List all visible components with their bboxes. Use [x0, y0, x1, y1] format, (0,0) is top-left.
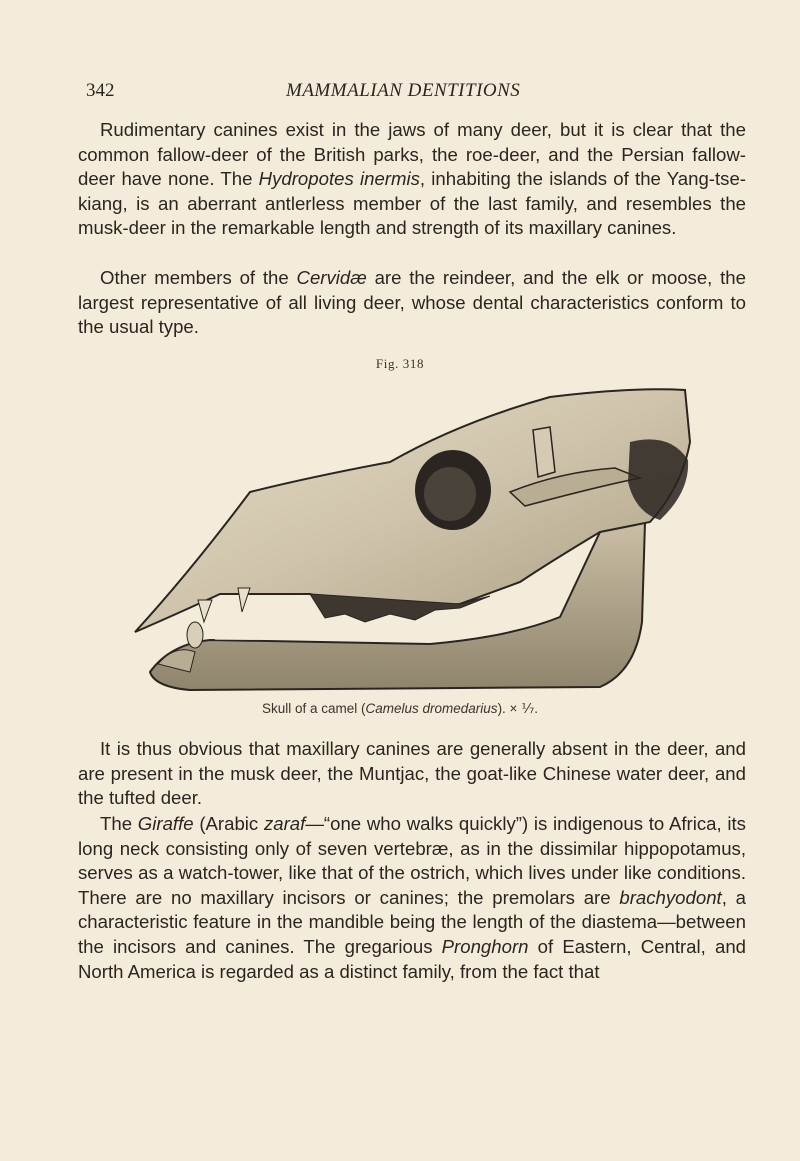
- text-run: are the reindeer, and the elk or moose, the largest representative of all living deer, whose dental characteristics conform to the usual type.: [78, 267, 746, 338]
- paragraph-cervidae: [78, 266, 746, 340]
- text-run: The: [100, 813, 138, 834]
- text-run: Rudimentary canines exist in the jaws of many deer, but it is clear that the common fallow-deer of the British parks, the roe-deer, and the Persian fallow-deer have none. The: [78, 119, 746, 190]
- camel-skull-image: [130, 382, 695, 694]
- text-run: Other members of the: [100, 267, 297, 288]
- italic-term: Pronghorn: [441, 935, 529, 957]
- running-title: MAMMALIAN DENTITIONS: [286, 80, 521, 101]
- paragraph-maxillary-canines: [78, 737, 746, 811]
- italic-term: Hydropotes inermis: [258, 168, 420, 190]
- text-run: ). × ⅐.: [497, 701, 539, 716]
- paragraph-canines-deer: [78, 118, 746, 241]
- text-run: —“one who walks quickly”) is indigenous to Africa, its long neck consisting only of seven vertebræ, as in the dissimilar hippopotamus, serves as a watch-tower, like that of the ostrich, which lives under like conditions. There are no maxillary incisors or canines; the premolars are: [78, 813, 746, 908]
- italic-term: Cervidæ: [296, 267, 367, 288]
- text-run: (Arabic: [193, 813, 264, 834]
- italic-term: Camelus dromedarius: [365, 701, 498, 716]
- camel-skull-figure: [130, 382, 695, 694]
- figure-caption: [0, 701, 800, 717]
- text-run: Skull of a camel (: [261, 701, 366, 716]
- text-run: , a characteristic feature in the mandible being the length of the diastema—between the incisors and canines. The gregarious: [78, 886, 746, 957]
- text-run: It is thus obvious that maxillary canines are generally absent in the deer, and are present in the musk deer, the Muntjac, the goat-like Chinese water deer, and the tufted deer.: [78, 738, 746, 809]
- text-run: of Eastern, Central, and North America is regarded as a distinct family, from the fact that: [78, 935, 747, 982]
- italic-term: brachyodont: [619, 886, 722, 908]
- paragraph-giraffe: [78, 812, 746, 984]
- running-header: [86, 80, 746, 102]
- italic-term: zaraf: [263, 813, 306, 834]
- figure-label: Fig. 318: [375, 356, 425, 371]
- page-number: 342: [86, 80, 115, 101]
- italic-term: Giraffe: [137, 813, 194, 834]
- text-run: , inhabiting the islands of the Yang-tse-kiang, is an aberrant antlerless member of the last family, and resembles the musk-deer in the remarkable length and strength of its maxillary canines.: [78, 168, 746, 239]
